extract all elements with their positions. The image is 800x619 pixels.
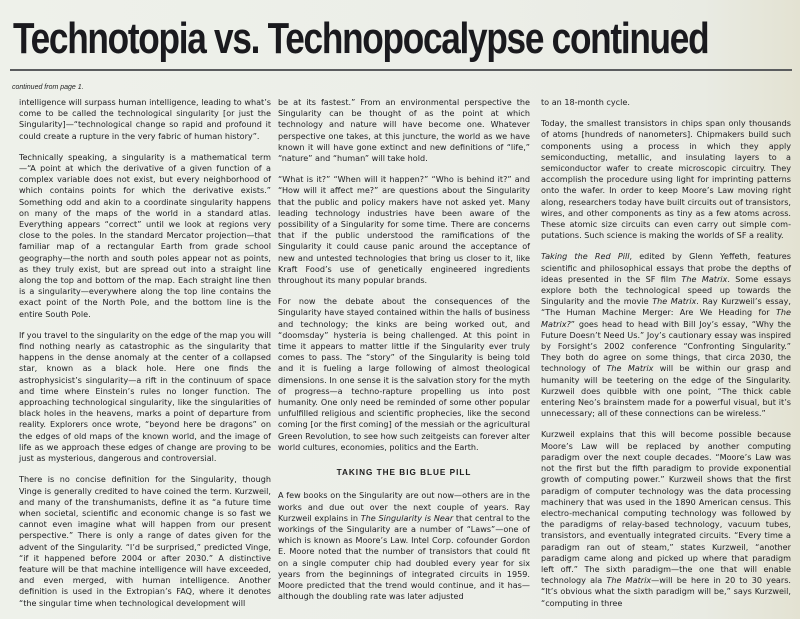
article-column-2 xyxy=(278,97,530,612)
article-column-3 xyxy=(541,97,791,619)
text-span: ” goes head to head with Bill Joy’s essay, “Why the Future Doesn’t Need Us.” Joy’s cautionary essay was inspired by Forsight’s 2002 conference “Confronting Singularity.” They both do agree on some things, that circa 2030, the technology of xyxy=(541,318,791,374)
paragraph: There is no concise definition for the Singularity, though Vinge is generally credited to have coined the term. Kurzweil, and many of the transhumanists, define it as “a future time when societal, scientific and economic change is so fast we cannot even imagine what will happen from our present perspective.” There is only a range of dates given for the advent of the Singularity. “I’d be surprised,” predicted Vinge, “if it happened before 2004 or after 2030.” A distinctive feature will be that machine intelligence will have exceeded, and even merged, with human intelligence. Another definition is used in the Extropian’s FAQ, where it denotes “the singular time when technological development will xyxy=(19,474,271,608)
continued-note: continued from page 1. xyxy=(12,84,84,91)
paragraph: For now the debate about the consequences of the Singularity have stayed contained within the halls of business and technology; the kinks are being worked out, and “doomsday” hysteria is being challenged. At this point in time it appears to matter little if the Singularity ever truly comes to pass. The “story” of the Singularity is being told and it is fueling a large following of almost theological dimensions. In one sense it is the salvation story for the myth of progress—a techno-rapture propelling us into post humanity. One only need be reminded of some other popular unfulfilled religious and scientific prophecies, like the second coming [or the first coming] of the messiah or the agricultural Green Revolution, to see how such zeitgeists can forever alter world cultures, economies, politics and the Earth. xyxy=(278,296,530,452)
paragraph: to an 18-month cycle. xyxy=(541,97,630,107)
paragraph xyxy=(541,251,791,419)
paragraph xyxy=(278,490,530,602)
text-span: —will be here in 20 to 30 years. “It’s obvious what the sixth paradigm will be,” says Kurzweil, “computing in three xyxy=(541,575,792,608)
film-title: The Matrix xyxy=(606,575,652,586)
text-span: , edited by Glenn Yeffeth, features scientific and philosophical essays that probe the depths of ideas presented in the SF film xyxy=(541,251,791,284)
text-span: that central to the workings of the Singularity are a number of “Laws”—one of which is known as Moore’s Law. Intel Corp. cofounder Gordon E. Moore noted that the number of transistors that could fit on a single computer chip had doubled every year for six years from the beginnings of integrated circuits in 1959. Moore predicted that the trend would continue, and it has—although the doubling rate was later adjusted xyxy=(278,512,531,602)
paragraph xyxy=(541,429,791,608)
text-span: . Ray Kurzweil’s essay, “The Human Machine Merger: Are We Heading for xyxy=(541,296,792,318)
film-title: The Matrix xyxy=(681,273,728,284)
paragraph: “What is it?” “When will it happen?” “Who is behind it?” and “How will it affect me?” are questions about the Singularity that the public and policy makers have not asked yet. Many leading technology industries have been aware of the possibility of a Singularity for some time. There are concerns that if the public understood the ramifications of the Singularity it could cause panic around the acceptance of new and untested technologies that bring us closer to it, like Kraft Food’s use of genetically engineered ingredients throughout its many popular brands. xyxy=(278,174,530,286)
article-column-1 xyxy=(19,97,271,619)
section-heading: TAKING THE BIG BLUE PILL xyxy=(336,468,472,478)
paragraph: Technically speaking, a singularity is a mathematical term—“A point at which the derivative of a given function of a complex variable does not exist, but every neighborhood of which contains points for which the derivative exists.” Something odd and akin to a coordinate singularity happens on many of the maps of the world in a standard atlas. Everything appears “correct” until we look at regions very close to the poles. In the standard Mercator projection—that familiar map of a rectangular Earth from grade school geography—the north and south poles appear not as points, as they truly exist, but are spread out into a straight line along the top and bottom of the map. Each straight line then is a singularity—everywhere along the top line contains the exact point of the North Pole, and the bottom line is the entire South Pole. xyxy=(19,151,271,319)
paragraph: If you travel to the singularity on the edge of the map you will find nothing nearly as catastrophic as the singularity that happens in the dense anomaly at the center of a collapsed star, known as a black hole. Here one finds the astrophysicist’s singularity—a rift in the continuum of space and time where Einstein’s rules no longer function. The approaching technological singularity, like the singularities of black holes in the heavens, marks a point of departure from reality. Explorers once wrote, “beyond here be dragons” on the edges of old maps of the known world, and the image of life as we approach these edges of change are proving to be just as mysterious, dangerous and controversial. xyxy=(19,329,271,464)
film-title: The Matrix? xyxy=(541,307,791,329)
paragraph: intelligence will surpass human intelligence, leading to what’s come to be called the technological singularity [or just the Singularity]—“technological change so rapid and profound it could create a rupture in the very fabric of human history”. xyxy=(19,97,271,141)
film-title: The Matrix xyxy=(606,363,654,374)
text-span: . Some essays explore both the technological speed up towards the Singularity and the movie xyxy=(541,273,791,307)
book-title: Taking the Red Pill xyxy=(541,251,630,262)
text-span: will be within our grasp and humanity will be teetering on the edge of the Singularity. Kurzweil does quibble with one point, “The thick cable entering Neo’s brainstem made for a powerful visual, but it’s unnecessary; all of these connections can be wireless.” xyxy=(541,363,792,419)
paragraph: Today, the smallest transistors in chips span only thousands of atoms [hundreds of nanometers]. Chipmakers build such components using a process in which they apply semiconducting, metallic, and insulating layers to a semiconductor wafer to create microscopic circuitry. They accomplish the procedure using light for imprinting patterns onto the wafer. In order to keep Moore’s Law moving right along, researchers today have built circuits out of transistors, wires, and other components as tiny as a few atoms across. These atomic size circuits can even carry out simple computations. Such science is making the worlds of SF a reality. xyxy=(541,118,791,241)
text-span: Kurzweil explains that this will become possible because Moore’s Law will be replaced by another computing paradigm over the next couple decades. “Moore’s Law was not the first but the fifth paradigm to provide exponential growth of computing power.” Kurzweil shows that the first paradigm of computer technology was the data processing machinery that was used in the 1890 American census. This electro-mechanical computing technology was followed by the paradigms of relay-based technology, vacuum tubes, transistors, and eventually integrated circuits. “Every time a paradigm ran out of steam,” states Kurzweil, “another paradigm came along and picked up where that paradigm left off.” The sixth paradigm—the one that will enable technology ala xyxy=(541,429,791,586)
title-rule xyxy=(10,69,792,71)
book-title: The Singularity is Near xyxy=(360,512,454,523)
page-title: Technotopia vs. Technopocalypse continued xyxy=(13,14,709,63)
paragraph: be at its fastest.” From an environmental perspective the Singularity can be thought of as the point at which technology and nature will have become one. Whatever perspective one takes, at this juncture, the world as we have known it will have gone extinct and new definitions of “life,” “nature” and “human” will take hold. xyxy=(278,97,530,164)
film-title: The Matrix xyxy=(652,296,697,307)
text-span: A few books on the Singularity are out now—others are in the works and due out over the next couple of years. Ray Kurzweil explains in xyxy=(278,490,530,523)
